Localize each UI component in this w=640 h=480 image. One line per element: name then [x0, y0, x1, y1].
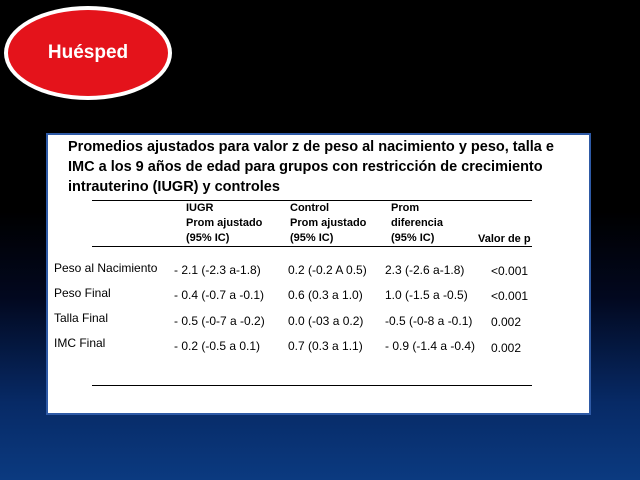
row-iugr-value: - 2.1 (-2.3 a-1.8) — [174, 263, 261, 277]
header-difference-line1: Prom — [391, 202, 420, 214]
row-p-value: 0.002 — [491, 315, 522, 329]
row-p-value: <0.001 — [491, 264, 529, 278]
row-iugr-value: - 0.5 (-0-7 a -0.2) — [174, 314, 265, 328]
row-control-value: 0.0 (-03 a 0.2) — [288, 314, 364, 328]
row-iugr-value: - 0.2 (-0.5 a 0.1) — [174, 339, 261, 353]
row-p-value: 0.002 — [491, 341, 522, 355]
header-control — [290, 201, 366, 246]
row-p-value: <0.001 — [491, 289, 529, 303]
host-badge-label: Huésped — [47, 42, 129, 63]
row-label: Talla Final — [54, 311, 109, 325]
header-difference-line2: diferencia — [391, 217, 443, 229]
row-control-value: 0.2 (-0.2 A 0.5) — [288, 263, 367, 277]
row-iugr-value: - 0.4 (-0.7 a -0.1) — [174, 288, 265, 302]
row-control-value: 0.7 (0.3 a 1.1) — [288, 339, 363, 353]
header-control-line3: (95% IC) — [290, 232, 334, 244]
header-control-line2: Prom ajustado — [290, 217, 367, 229]
row-difference-value: 1.0 (-1.5 a -0.5) — [385, 288, 468, 302]
bottom-rule — [92, 385, 532, 386]
table-card — [46, 133, 591, 415]
header-iugr — [186, 201, 262, 246]
header-control-line1: Control — [290, 202, 330, 214]
header-difference-line3: (95% IC) — [391, 232, 435, 244]
header-p-value: Valor de p — [478, 233, 531, 245]
row-control-value: 0.6 (0.3 a 1.0) — [288, 288, 363, 302]
header-difference — [391, 201, 443, 246]
header-iugr-line3: (95% IC) — [186, 232, 230, 244]
header-rule — [92, 246, 532, 247]
host-badge — [8, 10, 168, 96]
header-iugr-line2: Prom ajustado — [186, 217, 263, 229]
row-label: IMC Final — [54, 336, 106, 350]
row-label: Peso al Nacimiento — [54, 261, 158, 275]
row-difference-value: 2.3 (-2.6 a-1.8) — [385, 263, 465, 277]
row-difference-value: - 0.9 (-1.4 a -0.4) — [385, 339, 476, 353]
row-label: Peso Final — [54, 286, 111, 300]
table-title: Promedios ajustados para valor z de peso al nacimiento y peso, talla e IMC a los 9 años de edad para grupos con restricción de crecimiento intrauterino (IUGR) y controles — [68, 139, 554, 195]
header-iugr-line1: IUGR — [186, 202, 214, 214]
row-difference-value: -0.5 (-0-8 a -0.1) — [385, 314, 473, 328]
